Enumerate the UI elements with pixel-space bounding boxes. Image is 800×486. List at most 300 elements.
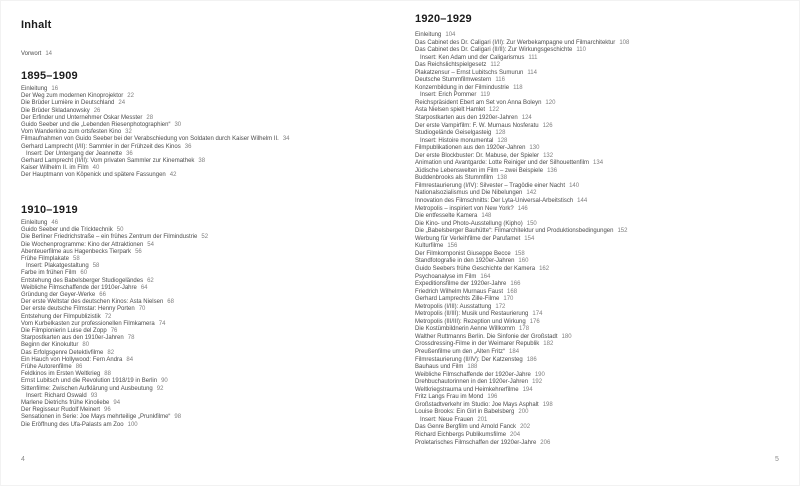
toc-entry-page: 42 [169, 172, 177, 179]
toc-entry-title: Filmpublikationen aus den 1920er-Jahren [415, 145, 526, 152]
toc-entry-title: Proletarisches Filmschaffen der 1920er-Jahre [415, 439, 537, 446]
toc-entry [21, 342, 396, 349]
toc-entry [21, 115, 396, 122]
toc-entry-title: Der erste Weltstar des deutschen Kinos: Asta Nielsen [21, 299, 164, 306]
toc-entry [21, 299, 396, 306]
toc-entry-title: Der Hauptmann von Köpenick und spätere Fassungen [21, 172, 166, 179]
toc-entry-page: 46 [51, 220, 59, 226]
toc-entry-page: 80 [82, 342, 90, 349]
toc-entry-page: 90 [161, 378, 168, 385]
toc-entry [415, 326, 795, 334]
toc-entry [21, 242, 396, 249]
toc-entry-title: Filmrestaurierung (II/IV): Der Katzensteg [415, 356, 523, 363]
toc-entry-page: 94 [113, 400, 121, 407]
toc-entry [21, 227, 396, 234]
toc-entry [415, 334, 795, 342]
toc-entry-page: 186 [526, 356, 537, 363]
toc-entry-title: Ein Hauch von Hollywood: Fern Andra [21, 356, 123, 363]
toc-entry [415, 206, 795, 214]
page-number-right: 5 [775, 456, 779, 463]
toc-entry-page: 206 [540, 439, 551, 446]
toc-entry [21, 357, 396, 364]
toc-entry-title: Die Brüder Skladanowsky [21, 107, 90, 114]
toc-entry-page: 134 [593, 160, 604, 167]
toc-entry [21, 220, 396, 227]
toc-entry-page: 128 [495, 130, 506, 137]
toc-insert-entry [21, 393, 396, 400]
toc-entry-title: Filmrestaurierung (I/IV): Silvester – Tragödie einer Nacht [415, 182, 566, 189]
toc-entry [415, 153, 795, 161]
toc-entry [21, 86, 396, 93]
toc-entry-page: 150 [526, 220, 537, 227]
toc-entry [415, 394, 795, 402]
section-heading: 1895–1909 [21, 70, 78, 82]
toc-entry-title: Louise Brooks: Ein Girl in Babelsberg [415, 409, 515, 416]
toc-entry [21, 328, 396, 335]
toc-insert-entry [415, 417, 795, 425]
toc-entry [415, 304, 795, 312]
toc-entry-page: 120 [545, 99, 556, 106]
toc-entry-page: 180 [561, 333, 572, 340]
toc-entry [415, 85, 795, 93]
toc-entry-page: 56 [135, 248, 142, 255]
toc-entry [21, 292, 396, 299]
toc-entry-page: 62 [147, 277, 154, 284]
toc-entry-title: Die Wochenprogramme: Kino der Attraktionen [21, 241, 144, 248]
toc-entry-title: Einleitung [415, 32, 442, 38]
toc-entry-title: Das Reichslichtspielgesetz [415, 62, 487, 69]
toc-entry-title: Fritz Langs Frau im Mond [415, 394, 484, 401]
toc-entry-title: Nationalsozialismus und Die Nibelungen [415, 190, 523, 197]
toc-entry-title: Starpostkarten aus den 1920er-Jahren [415, 115, 518, 122]
toc-entry [415, 341, 795, 349]
toc-entry-page: 52 [201, 234, 209, 241]
toc-entry [21, 400, 396, 407]
toc-entry-title: Psychoanalyse im Film [415, 273, 477, 280]
toc-entry-title: Großstadtverkehr im Studio: Joe Mays Asphalt [415, 401, 539, 408]
toc-entry-page: 202 [520, 424, 531, 431]
toc-entry-title: Expeditionsfilme der 1920er-Jahre [415, 281, 507, 288]
toc-entry [21, 108, 396, 115]
toc-entry [415, 424, 795, 432]
section-1895-1909 [21, 70, 396, 180]
toc-entry-title: Der Weg zum modernen Kinoprojektor [21, 93, 124, 100]
toc-entry [415, 379, 795, 387]
toc-entry-title: Farbe im frühen Film [21, 270, 77, 277]
toc-entry [21, 306, 396, 313]
toc-entry [415, 228, 795, 236]
toc-entry-page: 84 [126, 356, 134, 363]
toc-entry-title: Deutsche Stummfilmwestern [415, 77, 492, 84]
toc-entry-title: Friedrich Wilhelm Murnaus Faust [415, 288, 504, 295]
toc-entry [21, 285, 396, 292]
toc-entry-page: 66 [99, 292, 106, 299]
toc-entry [415, 289, 795, 297]
toc-entry-page: 126 [542, 122, 553, 129]
toc-entry-title: Das Erfolgsgenre Detektivfilme [21, 349, 104, 356]
toc-entry [21, 407, 396, 414]
toc-entry-title: Frühe Autorenfilme [21, 364, 72, 371]
toc-entry-title: Crossdressing-Filme in der Weimarer Republik [415, 341, 540, 348]
toc-entry [21, 158, 396, 165]
toc-entry-page: 98 [174, 414, 182, 421]
toc-entry-title: Insert: Richard Oswald [26, 392, 87, 399]
toc-entry-page: 104 [445, 32, 456, 38]
toc-entry-title: Frühe Filmplakate [21, 256, 70, 263]
toc-entry [415, 236, 795, 244]
toc-entry [415, 221, 795, 229]
toc-entry-title: Werbung für Verleihfilme der Parufamet [415, 235, 521, 242]
toc-entry-page: 36 [184, 143, 192, 150]
preface-page: 14 [45, 51, 53, 57]
toc-entry [21, 414, 396, 421]
toc-entry-title: Innovation des Filmschnitts: Der Lyta-Universal-Arbeitstisch [415, 198, 574, 205]
toc-entry-page: 142 [526, 190, 537, 197]
toc-entry-title: Starpostkarten aus den 1910er-Jahren [21, 335, 124, 342]
toc-entry-page: 144 [577, 198, 588, 205]
toc-entry [415, 107, 795, 115]
toc-entry-title: Beginn der Kinokultur [21, 342, 79, 349]
toc-entry [21, 122, 396, 129]
preface-entry [21, 51, 52, 57]
toc-entry-page: 188 [467, 364, 478, 371]
toc-entry [415, 387, 795, 395]
toc-entry-title: Metropolis (III/III): Rezeption und Wirkung [415, 318, 526, 325]
toc-entry [21, 364, 396, 371]
toc-entry-page: 200 [518, 409, 529, 416]
toc-entry [21, 172, 396, 179]
toc-entry [21, 386, 396, 393]
toc-entry-page: 112 [490, 62, 500, 69]
toc-entry [415, 175, 795, 183]
toc-entry-title: Metropolis (I/III): Ausstattung [415, 303, 492, 310]
toc-entry-page: 164 [480, 273, 491, 280]
toc-entry [21, 371, 396, 378]
toc-entry [415, 100, 795, 108]
toc-entry-page: 118 [513, 84, 523, 91]
toc-entry [21, 165, 396, 172]
toc-entry-page: 162 [539, 265, 550, 272]
toc-entry-title: Standfotografie in den 1920er-Jahren [415, 258, 515, 265]
toc-entry [415, 364, 795, 372]
toc-entry-page: 116 [495, 77, 505, 84]
toc-entry-title: Metropolis (II/III): Musik und Restaurierung [415, 311, 529, 318]
toc-entry-title: Der erste Vampirfilm: F. W. Murnaus Nosferatu [415, 122, 539, 129]
toc-entry-title: Insert: Plakatgestaltung [26, 263, 89, 270]
toc-entry-page: 30 [174, 122, 182, 129]
toc-entry-page: 128 [497, 137, 508, 144]
toc-entry [415, 130, 795, 138]
toc-entry-page: 68 [167, 299, 174, 306]
toc-entry-page: 58 [92, 263, 100, 270]
section-1920-1929 [415, 13, 795, 447]
toc-entry-page: 154 [524, 235, 535, 242]
section-heading: 1920–1929 [415, 13, 472, 25]
toc-entry [21, 422, 396, 429]
toc-entry-title: Einleitung [21, 220, 48, 226]
toc-entry-page: 100 [127, 421, 138, 428]
toc-entry [415, 32, 795, 40]
toc-entry-title: Das Genre Bergfilm und Arnold Fanck [415, 424, 517, 431]
toc-entry-page: 138 [497, 175, 508, 182]
toc-entry [415, 145, 795, 153]
toc-entry-title: Vom Kurbelkasten zur professionellen Filmkamera [21, 320, 155, 327]
toc-entry-title: Sensationen in Serie: Joe Mays mehrteilige „Prunkfilme“ [21, 414, 171, 421]
toc-entry-title: Gerhard Lamprecht (II/II): Vom privaten Sammler zur Kinemathek [21, 158, 195, 165]
toc-entry-title: Animation und Avantgarde: Lotte Reiniger und der Silhouettenfilm [415, 160, 590, 167]
toc-entry-page: 156 [447, 243, 458, 250]
toc-entry [21, 350, 396, 357]
toc-entry-title: Marlene Dietrichs frühe Kinoliebe [21, 400, 110, 407]
toc-entry-title: Plakatzensur – Ernst Lubitschs Sumurun [415, 69, 524, 76]
toc-entry-page: 114 [527, 69, 537, 76]
toc-entry-page: 158 [514, 250, 525, 257]
toc-entry-page: 124 [521, 115, 532, 122]
toc-entry-page: 78 [127, 335, 135, 342]
toc-entry-page: 130 [529, 145, 540, 152]
toc-entry-page: 32 [125, 129, 132, 136]
toc-entry [415, 432, 795, 440]
toc-entry [415, 115, 795, 123]
toc-entry-page: 58 [73, 256, 80, 263]
toc-entry [21, 321, 396, 328]
toc-entry-page: 152 [617, 228, 628, 235]
toc-entry-page: 70 [138, 306, 146, 313]
toc-entry-title: Entstehung der Filmpublizistik [21, 313, 101, 320]
toc-entry-page: 72 [104, 313, 112, 320]
toc-entry-title: Der Regisseur Rudolf Meinert [21, 407, 101, 414]
toc-entry-page: 136 [547, 167, 558, 174]
toc-entry-title: Gerhard Lamprechts Zille-Filme [415, 296, 500, 303]
toc-entry-title: Entstehung des Babelsberger Studiogeländes [21, 277, 144, 284]
toc-entry-title: Die Berliner Friedrichstraße – ein frühes Zentrum der Filmindustrie [21, 234, 198, 241]
section-heading: 1910–1919 [21, 204, 78, 216]
toc-entry [21, 335, 396, 342]
toc-entry [415, 62, 795, 70]
toc-entry-title: Richard Eichbergs Publikumsfilme [415, 431, 507, 438]
toc-entry [415, 123, 795, 131]
toc-entry-page: 38 [198, 158, 206, 165]
toc-entry-page: 168 [507, 288, 518, 295]
toc-entry-title: Walther Ruttmanns Berlin. Die Sinfonie der Großstadt [415, 333, 558, 340]
toc-entry-title: Guido Seeber und die „Lebenden Riesenphotographien“ [21, 122, 171, 129]
section-entries [21, 86, 396, 180]
toc-entry-page: 176 [529, 318, 540, 325]
toc-entry-title: Weibliche Filmschaffende der 1910er-Jahre [21, 284, 137, 291]
toc-entry-page: 196 [487, 394, 498, 401]
toc-entry [415, 349, 795, 357]
toc-entry-title: Ernst Lubitsch und die Revolution 1918/19 in Berlin [21, 378, 158, 385]
toc-entry [21, 256, 396, 263]
toc-entry-title: Feldkinos im Ersten Weltkrieg [21, 371, 101, 378]
toc-entry [21, 144, 396, 151]
toc-entry-title: Der Erfinder und Unternehmer Oskar Messter [21, 114, 143, 121]
toc-entry-page: 184 [509, 348, 520, 355]
toc-entry-title: Der erste deutsche Filmstar: Henny Porten [21, 306, 135, 313]
toc-entry-page: 119 [480, 92, 490, 99]
toc-entry [21, 100, 396, 107]
toc-entry-title: Studiogelände Geiselgasteig [415, 130, 492, 137]
toc-entry-title: Die Eröffnung des Ufa-Palasts am Zoo [21, 421, 124, 428]
toc-insert-entry [415, 55, 795, 63]
toc-entry-page: 50 [116, 227, 124, 234]
toc-entry-page: 166 [510, 281, 521, 288]
toc-entry-page: 24 [118, 100, 126, 107]
toc-entry [415, 160, 795, 168]
toc-entry-page: 92 [156, 385, 164, 392]
toc-entry-page: 60 [80, 270, 88, 277]
toc-entry-title: Gründung der Geyer-Werke [21, 292, 96, 299]
toc-entry [21, 278, 396, 285]
toc-entry-title: Das Cabinet des Dr. Caligari (I/II): Zur Werbekampagne und Filmarchitektur [415, 39, 616, 46]
toc-entry [415, 47, 795, 55]
toc-entry-title: Die „Babelsberger Bauhütte“: Filmarchitektur und Produktionsbedingungen [415, 228, 614, 235]
toc-entry-title: Das Cabinet des Dr. Caligari (II/II): Zur Wirkungsgeschichte [415, 47, 573, 54]
toc-entry-title: Die Filmpionierin Luise del Zopp [21, 328, 107, 335]
toc-entry-title: Bauhaus und Film [415, 364, 464, 371]
toc-entry-title: Die Brüder Lumière in Deutschland [21, 100, 115, 107]
toc-entry-title: Weltkriegstrauma und Heimkehrerfilme [415, 386, 519, 393]
toc-entry-page: 64 [140, 284, 148, 291]
toc-entry [21, 270, 396, 277]
toc-entry-page: 93 [90, 392, 98, 399]
toc-entry [415, 402, 795, 410]
toc-entry [415, 190, 795, 198]
toc-entry-page: 40 [92, 165, 100, 172]
toc-entry-title: Jüdische Lebenswelten im Film – zwei Beispiele [415, 167, 544, 174]
toc-entry-page: 182 [543, 341, 554, 348]
toc-entry [415, 77, 795, 85]
toc-entry [21, 129, 396, 136]
toc-entry [415, 168, 795, 176]
toc-entry-page: 190 [534, 371, 545, 378]
toc-entry-page: 174 [532, 311, 543, 318]
toc-entry-title: Insert: Histoire monumental [420, 137, 494, 144]
toc-entry-page: 178 [519, 326, 530, 333]
toc-insert-entry [415, 138, 795, 146]
toc-entry [415, 40, 795, 48]
toc-entry-page: 82 [107, 349, 115, 356]
toc-entry [415, 70, 795, 78]
toc-entry [415, 243, 795, 251]
toc-entry [415, 296, 795, 304]
toc-entry [21, 136, 396, 143]
toc-entry [21, 314, 396, 321]
toc-entry-title: Die Kostümbildnerin Aenne Willkomm [415, 326, 516, 333]
toc-entry [415, 372, 795, 380]
toc-entry-page: 194 [522, 386, 533, 393]
toc-entry-page: 148 [481, 213, 492, 220]
toc-entry-page: 122 [489, 107, 500, 114]
toc-entry-page: 96 [104, 407, 111, 414]
toc-entry-page: 132 [543, 152, 554, 159]
toc-entry-title: Buddenbrooks als Stummfilm [415, 175, 494, 182]
toc-entry-title: Weibliche Filmschaffende der 1920er-Jahre [415, 371, 531, 378]
toc-insert-entry [21, 151, 396, 158]
toc-entry-page: 172 [495, 303, 506, 310]
toc-entry [415, 198, 795, 206]
toc-entry-page: 198 [542, 401, 553, 408]
toc-entry [415, 251, 795, 259]
section-entries [21, 220, 396, 429]
toc-entry-title: Konzernbildung in der Filmindustrie [415, 84, 510, 91]
toc-entry-page: 88 [104, 371, 111, 378]
toc-entry-page: 22 [127, 93, 134, 100]
toc-entry [21, 93, 396, 100]
toc-entry-title: Die Kino- und Photo-Ausstellung (Kipho) [415, 220, 523, 227]
toc-entry-page: 160 [518, 258, 529, 265]
toc-insert-entry [415, 92, 795, 100]
toc-entry-title: Abenteuerfilme aus Hagenbecks Tierpark [21, 248, 132, 255]
toc-entry-page: 201 [477, 416, 488, 423]
toc-entry [415, 357, 795, 365]
toc-entry-title: Drehbuchautorinnen in den 1920er-Jahren [415, 379, 529, 386]
section-entries [415, 32, 795, 447]
toc-entry-page: 110 [576, 47, 586, 54]
toc-entry-page: 140 [569, 182, 580, 189]
toc-entry [415, 311, 795, 319]
page-number-left: 4 [21, 456, 25, 463]
toc-entry-title: Insert: Neue Frauen [420, 416, 474, 423]
toc-entry-title: Die entfesselte Kamera [415, 213, 478, 220]
toc-entry-page: 34 [282, 136, 290, 143]
preface-label: Vorwort [21, 51, 42, 57]
section-1910-1919 [21, 204, 396, 429]
toc-entry [21, 378, 396, 385]
toc-entry-page: 146 [517, 205, 528, 212]
toc-entry-title: Vom Wanderkino zum ortsfesten Kino [21, 129, 122, 136]
toc-entry [415, 258, 795, 266]
contents-title: Inhalt [21, 19, 52, 31]
toc-entry-page: 86 [75, 364, 83, 371]
toc-entry-page: 170 [503, 296, 514, 303]
toc-entry-title: Insert: Ken Adam und der Caligarismus [420, 54, 525, 61]
toc-entry-page: 108 [619, 39, 630, 46]
toc-entry-page: 76 [110, 328, 118, 335]
toc-entry-title: Guido Seebers frühe Geschichte der Kamera [415, 265, 536, 272]
toc-entry-title: Metropolis – inspiriert von New York? [415, 205, 514, 212]
toc-entry [415, 274, 795, 282]
toc-entry [415, 281, 795, 289]
toc-entry-title: Gerhard Lamprecht (I/II): Sammler in der Frühzeit des Kinos [21, 143, 181, 150]
toc-entry-page: 111 [528, 54, 538, 61]
toc-entry [415, 319, 795, 327]
toc-entry-title: Guido Seeber und die Tricktechnik [21, 227, 113, 234]
toc-entry-title: Kaiser Wilhelm II. im Film [21, 165, 89, 172]
toc-entry-page: 54 [147, 241, 154, 248]
toc-entry-title: Einleitung [21, 86, 48, 92]
toc-entry-title: Sittenfilme: Zwischen Aufklärung und Ausbeutung [21, 385, 153, 392]
toc-entry-title: Insert: Der Untergang der Jeannette [26, 150, 123, 157]
toc-entry [21, 234, 396, 241]
toc-entry-title: Filmaufnahmen von Guido Seeber bei der Verabschiedung von Soldaten durch Kaiser Wilhelm II. [21, 136, 279, 143]
toc-entry [415, 213, 795, 221]
toc-entry [415, 183, 795, 191]
toc-entry-page: 36 [126, 150, 133, 157]
toc-entry-page: 28 [146, 114, 154, 121]
toc-entry-page: 26 [93, 107, 101, 114]
toc-entry-title: Insert: Erich Pommer [420, 92, 477, 99]
toc-entry [415, 440, 795, 448]
toc-entry-title: Reichspräsident Ebert am Set von Anna Boleyn [415, 99, 542, 106]
toc-entry-page: 74 [158, 320, 166, 327]
toc-entry-title: Preußenfilme um den „Alten Fritz“ [415, 348, 506, 355]
toc-entry [415, 266, 795, 274]
toc-insert-entry [21, 263, 396, 270]
toc-entry-title: Asta Nielsen spielt Hamlet [415, 107, 486, 114]
toc-entry-title: Kulturfilme [415, 243, 444, 250]
toc-entry [21, 249, 396, 256]
